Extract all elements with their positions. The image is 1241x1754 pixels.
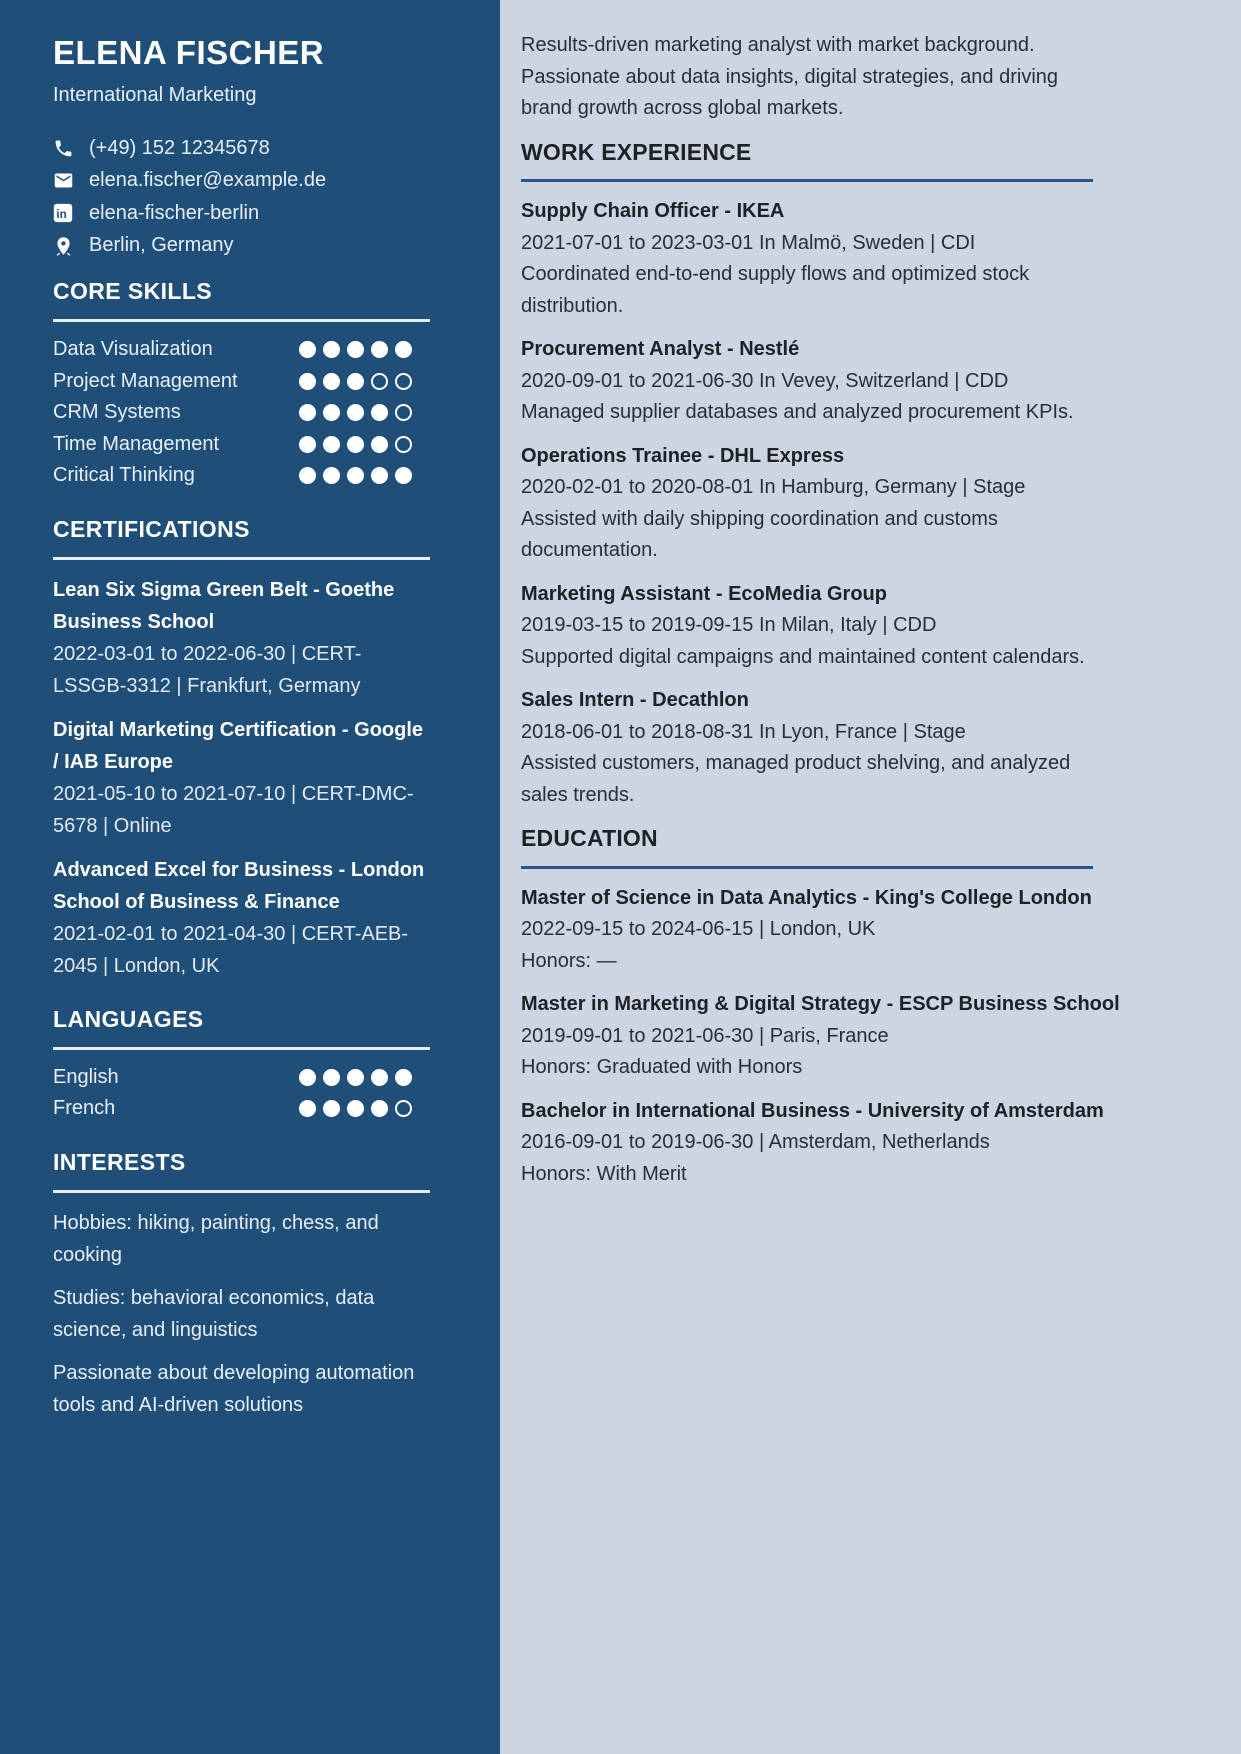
interests-list (53, 1207, 430, 1421)
job-description: Supported digital campaigns and maintained content calendars. (521, 645, 1085, 668)
job-meta: 2020-09-01 to 2021-06-30 In Vevey, Switzerland | CDD (521, 369, 1009, 392)
education-meta: 2022-09-15 to 2024-06-15 | London, UK (521, 918, 876, 940)
language-row (53, 1093, 430, 1125)
education-meta: 2016-09-01 to 2019-06-30 | Amsterdam, Netherlands (521, 1131, 990, 1153)
job-title: Supply Chain Officer - IKEA (521, 200, 785, 222)
certifications-header: CERTIFICATIONS (53, 516, 430, 560)
skill-rating-dots (299, 341, 412, 358)
skill-row (53, 366, 430, 398)
job-meta: 2018-06-01 to 2018-08-31 In Lyon, France | Stage (521, 720, 966, 743)
svg-text:in: in (56, 208, 67, 222)
education-title: Bachelor in International Business - University of Amsterdam (521, 1099, 1104, 1122)
skill-name: Time Management (53, 432, 219, 455)
job-entry (521, 196, 1093, 322)
job-description: Coordinated end-to-end supply flows and optimized stock distribution. (521, 263, 1030, 317)
certifications-list (53, 574, 430, 982)
certification-item (53, 574, 430, 702)
person-name: ELENA FISCHER (53, 34, 325, 71)
certification-title: Advanced Excel for Business - London School of Business & Finance (53, 858, 425, 913)
skill-rating-dots (299, 404, 412, 421)
language-name: English (53, 1065, 119, 1088)
job-entry (521, 441, 1093, 567)
job-meta: 2021-07-01 to 2023-03-01 In Malmö, Sweden | CDI (521, 231, 976, 254)
job-entry (521, 685, 1093, 811)
interest-item: Studies: behavioral economics, data science, and linguistics (53, 1286, 375, 1341)
certification-item (53, 714, 430, 842)
job-entry (521, 579, 1093, 674)
skill-name: Project Management (53, 369, 238, 392)
skill-row (53, 429, 430, 461)
profile-summary: Results-driven marketing analyst with market background. Passionate about data insights, digital strategies, and driving brand growth across global markets. (521, 34, 1059, 119)
languages-header: LANGUAGES (53, 1006, 430, 1050)
contact-email (53, 165, 430, 198)
contact-location-value: Berlin, Germany (89, 234, 234, 257)
contact-phone (53, 132, 430, 165)
education-entry (521, 989, 1120, 1084)
contact-phone-value: (+49) 152 12345678 (89, 136, 270, 159)
skill-row (53, 334, 430, 366)
job-title: Marketing Assistant - EcoMedia Group (521, 582, 887, 605)
main-content (500, 0, 1241, 1754)
interest-item: Passionate about developing automation tools and AI-driven solutions (53, 1361, 415, 1416)
interest-item: Hobbies: hiking, painting, chess, and cooking (53, 1211, 379, 1266)
skill-rating-dots (299, 436, 412, 453)
core-skills-header: CORE SKILLS (53, 278, 430, 322)
language-row (53, 1062, 430, 1094)
skill-rating-dots (299, 467, 412, 484)
job-description: Assisted customers, managed product shelving, and analyzed sales trends. (521, 752, 1071, 806)
work-experience-list (521, 196, 1093, 811)
work-experience-header: WORK EXPERIENCE (521, 137, 1093, 183)
education-list (521, 883, 1120, 1191)
education-title: Master in Marketing & Digital Strategy - ESCP Business School (521, 993, 1120, 1015)
education-meta: 2019-09-01 to 2021-06-30 | Paris, France (521, 1024, 889, 1047)
certification-item (53, 854, 430, 982)
job-title: Sales Intern - Decathlon (521, 689, 749, 711)
job-title: Operations Trainee - DHL Express (521, 444, 845, 467)
linkedin-icon (53, 203, 80, 223)
education-honors: Honors: Graduated with Honors (521, 1056, 803, 1078)
certification-title: Lean Six Sigma Green Belt - Goethe Business School (53, 578, 395, 633)
skill-rating-dots (299, 373, 412, 390)
contact-location (53, 230, 430, 263)
language-rating-dots (299, 1100, 412, 1117)
contact-linkedin (53, 197, 430, 230)
job-description: Managed supplier databases and analyzed procurement KPIs. (521, 401, 1074, 423)
certification-details: 2022-03-01 to 2022-06-30 | CERT-LSSGB-3312 | Frankfurt, Germany (53, 642, 362, 697)
education-honors: Honors: — (521, 949, 617, 972)
education-header: EDUCATION (521, 823, 1093, 869)
education-entry (521, 883, 1093, 978)
interests-header: INTERESTS (53, 1149, 430, 1193)
job-entry (521, 334, 1093, 429)
contact-email-value: elena.fischer@example.de (89, 169, 327, 192)
languages-list (53, 1062, 430, 1125)
certification-details: 2021-02-01 to 2021-04-30 | CERT-AEB-2045 | London, UK (53, 922, 409, 977)
language-name: French (53, 1097, 116, 1120)
education-honors: Honors: With Merit (521, 1162, 687, 1185)
job-meta: 2019-03-15 to 2019-09-15 In Milan, Italy | CDD (521, 614, 937, 636)
education-title: Master of Science in Data Analytics - King's College London (521, 886, 1092, 909)
contact-linkedin-value: elena-fischer-berlin (89, 201, 260, 224)
language-rating-dots (299, 1069, 412, 1086)
contact-list (53, 132, 430, 262)
skill-name: CRM Systems (53, 401, 181, 424)
skill-row (53, 397, 430, 429)
skill-row (53, 460, 430, 492)
job-description: Assisted with daily shipping coordination and customs documentation. (521, 507, 998, 561)
sidebar (0, 0, 500, 1754)
skills-list (53, 334, 430, 492)
email-icon (53, 170, 80, 191)
phone-icon (53, 138, 80, 159)
location-pin-icon (53, 235, 80, 257)
certification-details: 2021-05-10 to 2021-07-10 | CERT-DMC-5678 | Online (53, 782, 414, 837)
job-title: Procurement Analyst - Nestlé (521, 338, 800, 360)
certification-title: Digital Marketing Certification - Google / IAB Europe (53, 718, 424, 773)
skill-name: Critical Thinking (53, 464, 195, 487)
skill-name: Data Visualization (53, 338, 213, 361)
education-entry (521, 1096, 1104, 1191)
job-meta: 2020-02-01 to 2020-08-01 In Hamburg, Germany | Stage (521, 476, 1026, 498)
person-title: International Marketing (53, 84, 257, 106)
